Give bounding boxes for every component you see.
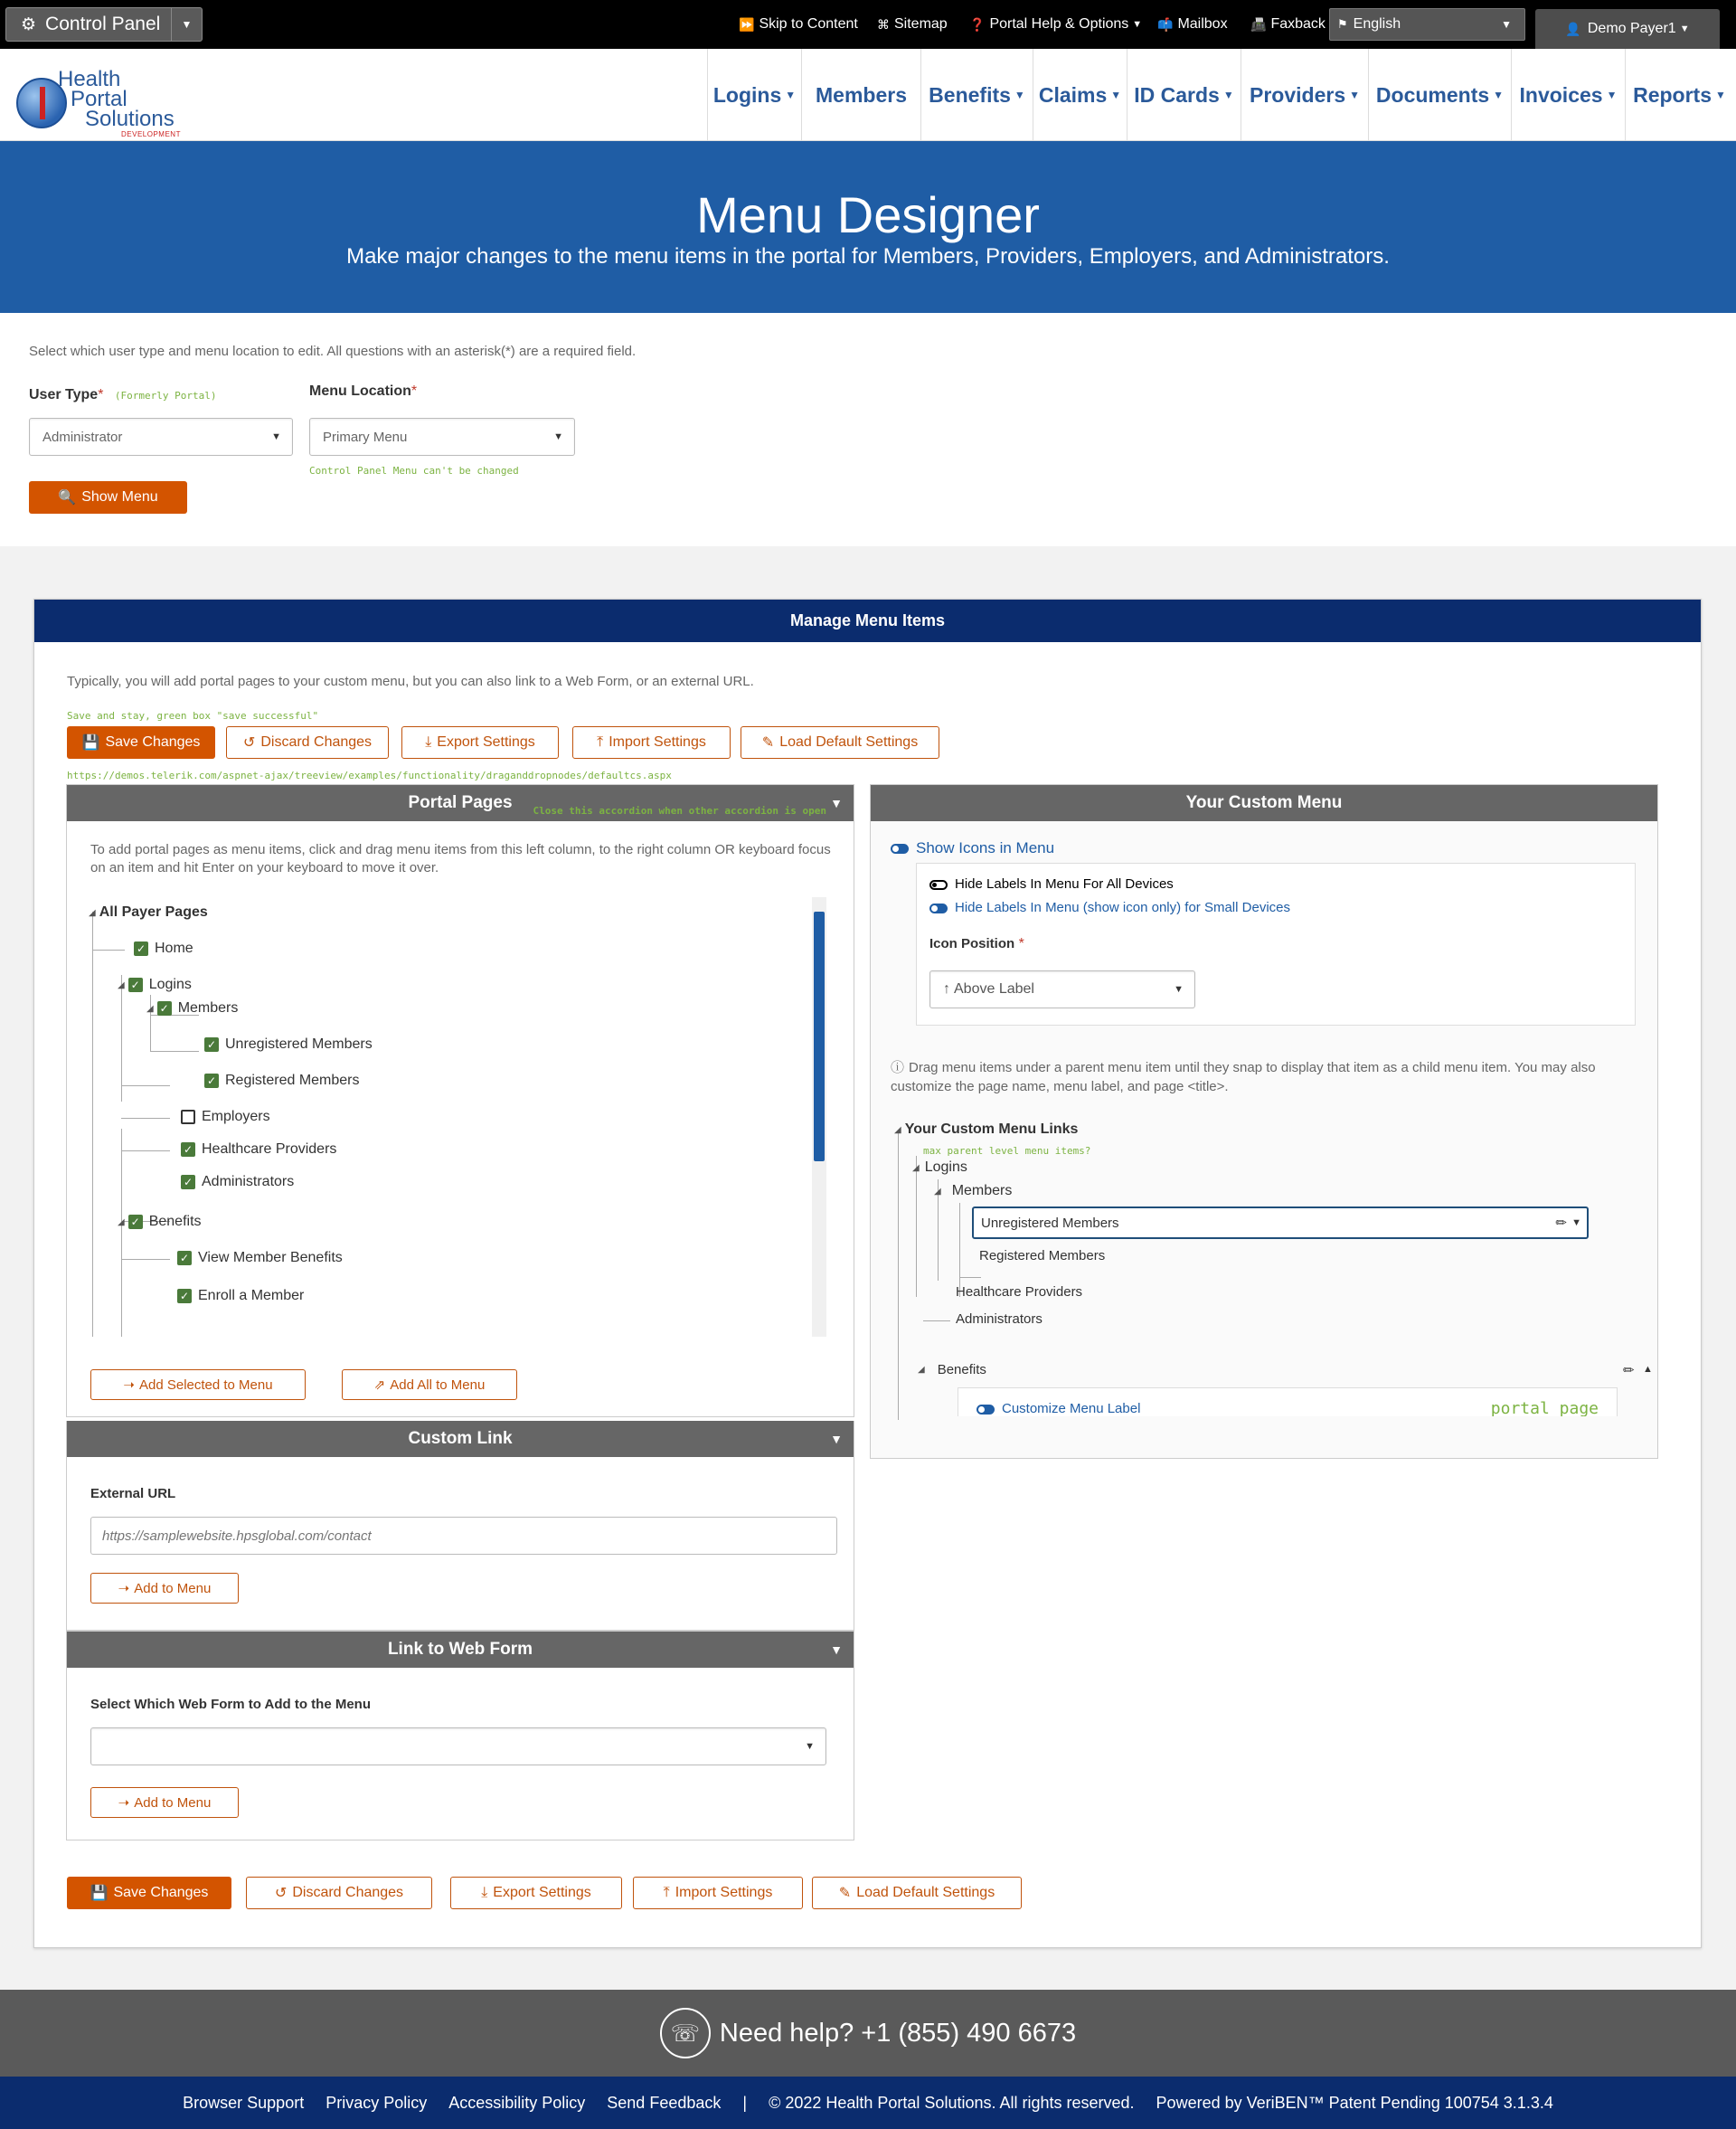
language-select[interactable] bbox=[1329, 8, 1525, 41]
icon-position-label-row bbox=[929, 936, 1024, 952]
accordion-note: Close this accordion when other accordion is open bbox=[533, 805, 826, 817]
magic-wand-icon: ✎ bbox=[761, 735, 775, 751]
tree-line bbox=[121, 1085, 170, 1086]
custom-link-title: Custom Link bbox=[408, 1429, 513, 1448]
caret-down-icon: ◢ bbox=[918, 1365, 925, 1375]
fast-forward-icon: ⏩ bbox=[739, 16, 755, 32]
tree-item-logins[interactable] bbox=[118, 977, 192, 993]
max-items-note: max parent level menu items? bbox=[923, 1145, 1091, 1157]
caret-down-icon: ▼ bbox=[271, 431, 281, 442]
site-header bbox=[0, 49, 1736, 141]
save-icon: 💾 bbox=[90, 1886, 108, 1901]
portal-help-menu[interactable] bbox=[969, 0, 1146, 49]
tree-label: Registered Members bbox=[979, 1248, 1106, 1263]
sitemap-label: Sitemap bbox=[894, 16, 948, 32]
hero-banner bbox=[0, 141, 1736, 313]
export-label: Export Settings bbox=[437, 734, 535, 750]
custom-link-panel bbox=[66, 1421, 854, 1631]
skip-to-content-link[interactable] bbox=[739, 0, 858, 49]
search-icon: 🔍 bbox=[58, 490, 77, 506]
import-label: Import Settings bbox=[609, 734, 706, 750]
hide-small-label: Hide Labels In Menu (show icon only) for Small Devices bbox=[955, 900, 1290, 915]
mailbox-label: Mailbox bbox=[1177, 16, 1228, 32]
tree-line bbox=[121, 1150, 170, 1151]
nav-label: Providers bbox=[1250, 82, 1346, 107]
tree-label: Administrators bbox=[202, 1174, 295, 1189]
logo-subtitle: DEVELOPMENT bbox=[121, 130, 181, 138]
tree-item-home[interactable] bbox=[134, 941, 193, 957]
custom-menu-links-tree bbox=[883, 1112, 1652, 1297]
web-form-header[interactable] bbox=[67, 1632, 854, 1668]
phone-icon: ☏ bbox=[660, 2008, 711, 2058]
portal-pages-header[interactable] bbox=[67, 785, 854, 821]
external-url-label: External URL bbox=[90, 1486, 176, 1501]
scrollbar-thumb[interactable] bbox=[814, 912, 825, 1161]
user-type-select[interactable] bbox=[29, 418, 293, 456]
tree-line bbox=[92, 912, 93, 1337]
caret-down-icon: ◢ bbox=[912, 1162, 920, 1173]
load-default-label: Load Default Settings bbox=[779, 734, 919, 750]
external-url-input[interactable] bbox=[90, 1517, 837, 1555]
caret-down-icon: ◢ bbox=[89, 907, 96, 918]
icon-position-value: Above Label bbox=[954, 981, 1034, 997]
caret-down-icon: ▼ bbox=[1349, 89, 1360, 101]
nav-benefits[interactable] bbox=[920, 49, 1033, 141]
add-all-to-menu-button[interactable] bbox=[342, 1369, 517, 1400]
arrow-right-icon: ➝ bbox=[118, 1581, 130, 1596]
checkbox-checked-icon[interactable]: ✓ bbox=[177, 1251, 192, 1265]
discard-changes-button[interactable] bbox=[226, 726, 389, 759]
nav-label: Claims bbox=[1038, 82, 1108, 107]
tree-line bbox=[898, 1131, 899, 1297]
toggle-off-icon bbox=[929, 880, 948, 890]
tree-line bbox=[959, 1277, 981, 1278]
show-menu-label: Show Menu bbox=[81, 489, 158, 505]
portal-pages-title: Portal Pages bbox=[408, 793, 513, 812]
nav-label: Reports bbox=[1633, 82, 1712, 107]
add-web-form-button[interactable] bbox=[90, 1787, 239, 1818]
required-asterisk: * bbox=[410, 383, 418, 399]
caret-down-icon: ▼ bbox=[1110, 89, 1122, 101]
question-circle-icon: ❓ bbox=[969, 16, 986, 32]
checkbox-checked-icon[interactable]: ✓ bbox=[181, 1175, 195, 1189]
privacy-policy-link[interactable]: Privacy Policy bbox=[326, 2093, 428, 2112]
add-all-label: Add All to Menu bbox=[390, 1377, 486, 1393]
hide-labels-small-toggle[interactable] bbox=[929, 900, 1290, 915]
checkbox-unchecked-icon[interactable] bbox=[181, 1110, 195, 1124]
arrow-right-icon: ➝ bbox=[123, 1377, 135, 1393]
nav-claims[interactable] bbox=[1033, 49, 1127, 141]
custom-menu-panel bbox=[870, 784, 1658, 1459]
nav-members[interactable] bbox=[801, 49, 920, 141]
web-form-label: Select Which Web Form to Add to the Menu bbox=[90, 1697, 371, 1712]
checkbox-checked-icon[interactable]: ✓ bbox=[128, 978, 143, 992]
caret-down-icon: ◢ bbox=[894, 1124, 901, 1135]
tree-item-members[interactable] bbox=[934, 1183, 1012, 1199]
drag-info bbox=[891, 1058, 1646, 1096]
reference-url-note: https://demos.telerik.com/aspnet-ajax/treeview/examples/functionality/draganddropnodes/defaultcs.aspx bbox=[67, 770, 672, 781]
user-type-value: Administrator bbox=[42, 429, 123, 445]
tree-item-registered-members[interactable] bbox=[979, 1248, 1105, 1263]
control-panel-button[interactable] bbox=[5, 7, 203, 42]
caret-down-icon: ◢ bbox=[118, 979, 125, 990]
nav-label: Documents bbox=[1375, 82, 1490, 107]
send-feedback-link[interactable]: Send Feedback bbox=[607, 2093, 722, 2112]
tree-label: Logins bbox=[148, 977, 192, 992]
add-label: Add to Menu bbox=[134, 1580, 212, 1596]
logo-line1: Health bbox=[58, 67, 121, 91]
toggle-on-icon bbox=[891, 844, 909, 854]
checkbox-checked-icon[interactable]: ✓ bbox=[134, 941, 148, 956]
icon-position-label: Icon Position bbox=[929, 936, 1015, 951]
help-phone-text[interactable]: Need help? +1 (855) 490 6673 bbox=[719, 2018, 1077, 2048]
caret-down-icon: ▼ bbox=[1132, 19, 1143, 30]
hide-labels-all-toggle[interactable] bbox=[929, 876, 1174, 892]
custom-menu-title: Your Custom Menu bbox=[1185, 793, 1343, 812]
user-type-note: (Formerly Portal) bbox=[114, 390, 217, 402]
caret-down-icon: ▼ bbox=[830, 1642, 843, 1657]
discard-label: Discard Changes bbox=[260, 734, 373, 750]
nav-id-cards[interactable] bbox=[1127, 49, 1241, 141]
toggle-on-icon bbox=[976, 1405, 995, 1415]
user-name: Demo Payer1 bbox=[1587, 21, 1676, 36]
toggle-on-icon bbox=[929, 904, 948, 913]
caret-down-icon: ◢ bbox=[146, 1003, 154, 1014]
tree-label: Registered Members bbox=[225, 1073, 360, 1088]
export-label: Export Settings bbox=[493, 1885, 591, 1900]
manage-intro: Typically, you will add portal pages to your custom menu, but you can also link to a Web Form, or an external URL. bbox=[67, 674, 754, 689]
save-changes-button-bottom[interactable] bbox=[67, 1877, 231, 1909]
nav-label: Invoices bbox=[1519, 82, 1603, 107]
save-label: Save Changes bbox=[113, 1885, 209, 1900]
caret-down-icon: ▼ bbox=[830, 1432, 843, 1446]
tree-item-custom-menu-links[interactable] bbox=[894, 1121, 1078, 1138]
nav-providers[interactable] bbox=[1241, 49, 1368, 141]
export-settings-button-bottom[interactable] bbox=[450, 1877, 622, 1909]
user-type-label-row bbox=[29, 387, 216, 403]
mailbox-link[interactable] bbox=[1157, 0, 1228, 49]
legal-footer bbox=[0, 2077, 1736, 2129]
page-subtitle: Make major changes to the menu items in the portal for Members, Providers, Employers, and Administrators. bbox=[346, 244, 1390, 269]
nav-label: Benefits bbox=[929, 82, 1011, 107]
hide-all-label: Hide Labels In Menu For All Devices bbox=[955, 876, 1174, 892]
tree-label: Logins bbox=[924, 1159, 967, 1175]
nav-invoices[interactable] bbox=[1511, 49, 1625, 141]
portal-page-note: portal page bbox=[1490, 1399, 1599, 1416]
nav-documents[interactable] bbox=[1368, 49, 1511, 141]
caret-down-icon[interactable]: ▼ bbox=[1571, 1217, 1581, 1228]
tree-label: Employers bbox=[202, 1109, 270, 1124]
top-bar bbox=[0, 0, 1736, 49]
manage-menu-card bbox=[33, 599, 1702, 1948]
required-asterisk: * bbox=[98, 387, 104, 402]
tree-line bbox=[916, 1156, 917, 1297]
tree-item-benefits[interactable] bbox=[918, 1362, 986, 1377]
menu-selector-section bbox=[0, 313, 1736, 546]
checkbox-checked-icon[interactable]: ✓ bbox=[204, 1037, 219, 1052]
custom-link-header[interactable] bbox=[67, 1421, 854, 1457]
web-form-title: Link to Web Form bbox=[387, 1640, 533, 1659]
language-value: English bbox=[1353, 16, 1401, 32]
caret-down-icon: ▼ bbox=[1501, 18, 1512, 31]
share-icon: ⇗ bbox=[373, 1377, 386, 1393]
nav-label: Logins bbox=[712, 82, 782, 107]
flag-icon: ⚑ bbox=[1337, 17, 1348, 31]
customize-label: Customize Menu Label bbox=[1002, 1401, 1141, 1416]
add-selected-to-menu-button[interactable] bbox=[90, 1369, 306, 1400]
menu-location-label-row bbox=[309, 383, 417, 400]
copyright-text: © 2022 Health Portal Solutions. All rights reserved. bbox=[769, 2093, 1135, 2112]
tree-label: Enroll a Member bbox=[198, 1288, 305, 1303]
browser-support-link[interactable]: Browser Support bbox=[183, 2093, 305, 2112]
nav-label: Members bbox=[816, 82, 907, 107]
icon-position-select[interactable] bbox=[929, 970, 1195, 1008]
tree-line bbox=[121, 1118, 170, 1119]
checkbox-checked-icon[interactable]: ✓ bbox=[128, 1215, 143, 1229]
tree-item-unregistered-members-editing[interactable] bbox=[972, 1206, 1589, 1239]
tree-item-administrators[interactable] bbox=[956, 1311, 1043, 1327]
import-settings-button[interactable] bbox=[572, 726, 731, 759]
fax-icon: 📠 bbox=[1250, 16, 1267, 32]
checkbox-checked-icon[interactable]: ✓ bbox=[177, 1289, 192, 1303]
sitemap-icon: ⌘ bbox=[877, 16, 890, 32]
checkbox-checked-icon[interactable]: ✓ bbox=[157, 1001, 172, 1016]
menu-location-select[interactable] bbox=[309, 418, 575, 456]
tree-item-view-member-benefits[interactable] bbox=[177, 1250, 343, 1266]
caret-down-icon: ▼ bbox=[1715, 89, 1726, 101]
add-selected-label: Add Selected to Menu bbox=[138, 1377, 273, 1393]
portal-pages-tree bbox=[67, 894, 855, 1337]
page-title: Menu Designer bbox=[696, 186, 1040, 243]
customize-menu-label-toggle[interactable] bbox=[976, 1401, 1140, 1416]
tree-label: Benefits bbox=[148, 1214, 202, 1229]
caret-down-icon: ▼ bbox=[553, 431, 563, 442]
user-type-label: User Type bbox=[29, 387, 99, 402]
caret-down-icon: ◢ bbox=[934, 1186, 941, 1197]
tree-label: Healthcare Providers bbox=[202, 1141, 337, 1157]
tree-label: All Payer Pages bbox=[99, 904, 208, 920]
tree-item-all-payer-pages[interactable] bbox=[89, 904, 208, 921]
checkbox-checked-icon[interactable]: ✓ bbox=[204, 1074, 219, 1088]
tree-item-logins[interactable] bbox=[912, 1159, 967, 1176]
menu-location-note: Control Panel Menu can't be changed bbox=[309, 465, 519, 477]
tree-label: Unregistered Members bbox=[225, 1036, 373, 1052]
web-form-panel bbox=[66, 1631, 854, 1840]
magic-wand-icon: ✎ bbox=[838, 1886, 852, 1901]
tree-line bbox=[121, 975, 122, 1102]
tree-label: Your Custom Menu Links bbox=[904, 1121, 1079, 1137]
caret-down-icon: ▼ bbox=[1493, 89, 1505, 101]
tree-label: View Member Benefits bbox=[198, 1250, 343, 1265]
benefits-edit-box bbox=[958, 1387, 1618, 1416]
download-icon: ⤓ bbox=[425, 734, 432, 750]
save-changes-button[interactable] bbox=[67, 726, 215, 759]
user-icon: 👤 bbox=[1565, 21, 1581, 36]
import-settings-button-bottom[interactable] bbox=[633, 1877, 803, 1909]
icon-settings-box bbox=[916, 863, 1636, 1026]
checkbox-checked-icon[interactable]: ✓ bbox=[181, 1142, 195, 1157]
menu-location-label: Menu Location bbox=[309, 383, 411, 399]
logo-line3: Solutions bbox=[85, 107, 175, 131]
accessibility-policy-link[interactable]: Accessibility Policy bbox=[448, 2093, 586, 2112]
custom-menu-header bbox=[871, 785, 1657, 821]
selector-instructions: Select which user type and menu location to edit. All questions with an asterisk(*) are a required field. bbox=[29, 344, 637, 359]
caret-down-icon: ▼ bbox=[1174, 984, 1184, 995]
faxback-label: Faxback bbox=[1270, 16, 1326, 32]
web-form-select[interactable] bbox=[90, 1727, 826, 1765]
tree-label: Members bbox=[951, 1183, 1013, 1198]
tree-item-administrators[interactable] bbox=[181, 1174, 294, 1190]
nav-reports[interactable] bbox=[1625, 49, 1733, 141]
add-custom-link-button[interactable] bbox=[90, 1573, 239, 1604]
nav-logins[interactable] bbox=[707, 49, 801, 141]
tree-item-benefits[interactable] bbox=[118, 1214, 202, 1230]
drag-info-text: Drag menu items under a parent menu item until they snap to display that item as a child menu item. You may also customize the page name, menu label, and page <title>. bbox=[891, 1060, 1596, 1094]
tree-line bbox=[150, 1051, 199, 1052]
help-label: Portal Help & Options bbox=[989, 16, 1129, 32]
gears-icon: ⚙ bbox=[21, 14, 37, 34]
tree-item-members[interactable] bbox=[146, 1000, 238, 1017]
tree-label: Unregistered Members bbox=[981, 1215, 1119, 1231]
undo-icon: ↺ bbox=[274, 1886, 288, 1901]
tree-line bbox=[121, 1259, 170, 1260]
tree-line bbox=[121, 1129, 122, 1337]
tree-line bbox=[923, 1320, 950, 1321]
nav-label: ID Cards bbox=[1134, 82, 1220, 107]
add-label: Add to Menu bbox=[134, 1794, 212, 1811]
tree-item-healthcare-providers[interactable] bbox=[956, 1284, 1082, 1297]
upload-icon: ⤒ bbox=[663, 1885, 670, 1900]
tree-label: Home bbox=[155, 941, 193, 956]
control-panel-label: Control Panel bbox=[45, 14, 161, 34]
download-icon: ⤓ bbox=[481, 1885, 488, 1900]
tree-label: Benefits bbox=[937, 1362, 986, 1377]
caret-down-icon: ▼ bbox=[171, 8, 202, 41]
faxback-link[interactable] bbox=[1250, 0, 1326, 49]
required-asterisk: * bbox=[1018, 936, 1024, 951]
skip-label: Skip to Content bbox=[759, 16, 858, 32]
export-settings-button[interactable] bbox=[401, 726, 559, 759]
caret-down-icon: ▼ bbox=[1606, 89, 1618, 101]
caret-down-icon: ▼ bbox=[1222, 89, 1234, 101]
menu-location-value: Primary Menu bbox=[323, 429, 408, 445]
powered-by-text: Powered by VeriBEN™ Patent Pending 100754 3.1.3.4 bbox=[1156, 2093, 1553, 2112]
arrow-up-icon: ↑ bbox=[943, 981, 950, 997]
tree-item-unregistered-members[interactable] bbox=[204, 1036, 373, 1053]
tree-label: Healthcare Providers bbox=[956, 1284, 1083, 1297]
tree-label: Members bbox=[177, 1000, 239, 1016]
show-icons-toggle[interactable] bbox=[891, 839, 1054, 857]
sitemap-link[interactable] bbox=[877, 0, 948, 49]
help-footer bbox=[0, 1990, 1736, 2077]
import-label: Import Settings bbox=[675, 1885, 773, 1900]
caret-down-icon: ▼ bbox=[805, 1741, 815, 1752]
tree-label: Administrators bbox=[956, 1311, 1043, 1327]
pencil-icon[interactable]: ✏ bbox=[1623, 1363, 1635, 1378]
tree-line bbox=[92, 950, 125, 951]
portal-pages-panel bbox=[66, 784, 854, 1417]
caret-down-icon: ▼ bbox=[785, 89, 797, 101]
caret-up-icon[interactable]: ▲ bbox=[1643, 1364, 1653, 1375]
save-note: Save and stay, green box "save successful" bbox=[67, 710, 319, 722]
manage-menu-header: Manage Menu Items bbox=[34, 600, 1701, 642]
tree-line bbox=[959, 1203, 960, 1297]
tree-item-registered-members[interactable] bbox=[204, 1073, 360, 1089]
logo-line2: Portal bbox=[71, 87, 127, 111]
load-default-settings-button[interactable] bbox=[741, 726, 939, 759]
undo-icon: ↺ bbox=[242, 735, 256, 751]
mailbox-icon: 📫 bbox=[1157, 16, 1174, 32]
show-menu-button[interactable] bbox=[29, 481, 187, 514]
caret-down-icon: ◢ bbox=[118, 1216, 125, 1227]
load-default-label: Load Default Settings bbox=[856, 1885, 995, 1900]
tree-item-enroll-a-member[interactable] bbox=[177, 1288, 304, 1304]
separator: | bbox=[742, 2093, 748, 2112]
info-circle-icon: ⓘ bbox=[891, 1060, 905, 1075]
pencil-icon[interactable]: ✏ bbox=[1555, 1216, 1567, 1231]
caret-down-icon: ▼ bbox=[1014, 89, 1025, 101]
discard-label: Discard Changes bbox=[292, 1885, 404, 1900]
caret-down-icon: ▼ bbox=[830, 796, 843, 810]
load-default-settings-button-bottom[interactable] bbox=[812, 1877, 1022, 1909]
upload-icon: ⤒ bbox=[597, 734, 604, 750]
portal-pages-instructions: To add portal pages as menu items, click and drag menu items from this left column, to the right column OR keyboard focus on an item and hit Enter on your keyboard to move it over. bbox=[90, 842, 831, 875]
show-icons-label: Show Icons in Menu bbox=[916, 839, 1055, 856]
user-menu[interactable] bbox=[1535, 9, 1720, 49]
arrow-right-icon: ➝ bbox=[118, 1795, 130, 1811]
tree-item-healthcare-providers[interactable] bbox=[181, 1141, 336, 1158]
save-label: Save Changes bbox=[105, 734, 201, 750]
caret-down-icon: ▼ bbox=[1679, 24, 1690, 34]
tree-line bbox=[898, 1297, 899, 1420]
discard-changes-button-bottom[interactable] bbox=[246, 1877, 432, 1909]
save-icon: 💾 bbox=[81, 735, 100, 751]
tree-item-employers[interactable] bbox=[181, 1109, 270, 1125]
logo[interactable] bbox=[14, 58, 186, 136]
